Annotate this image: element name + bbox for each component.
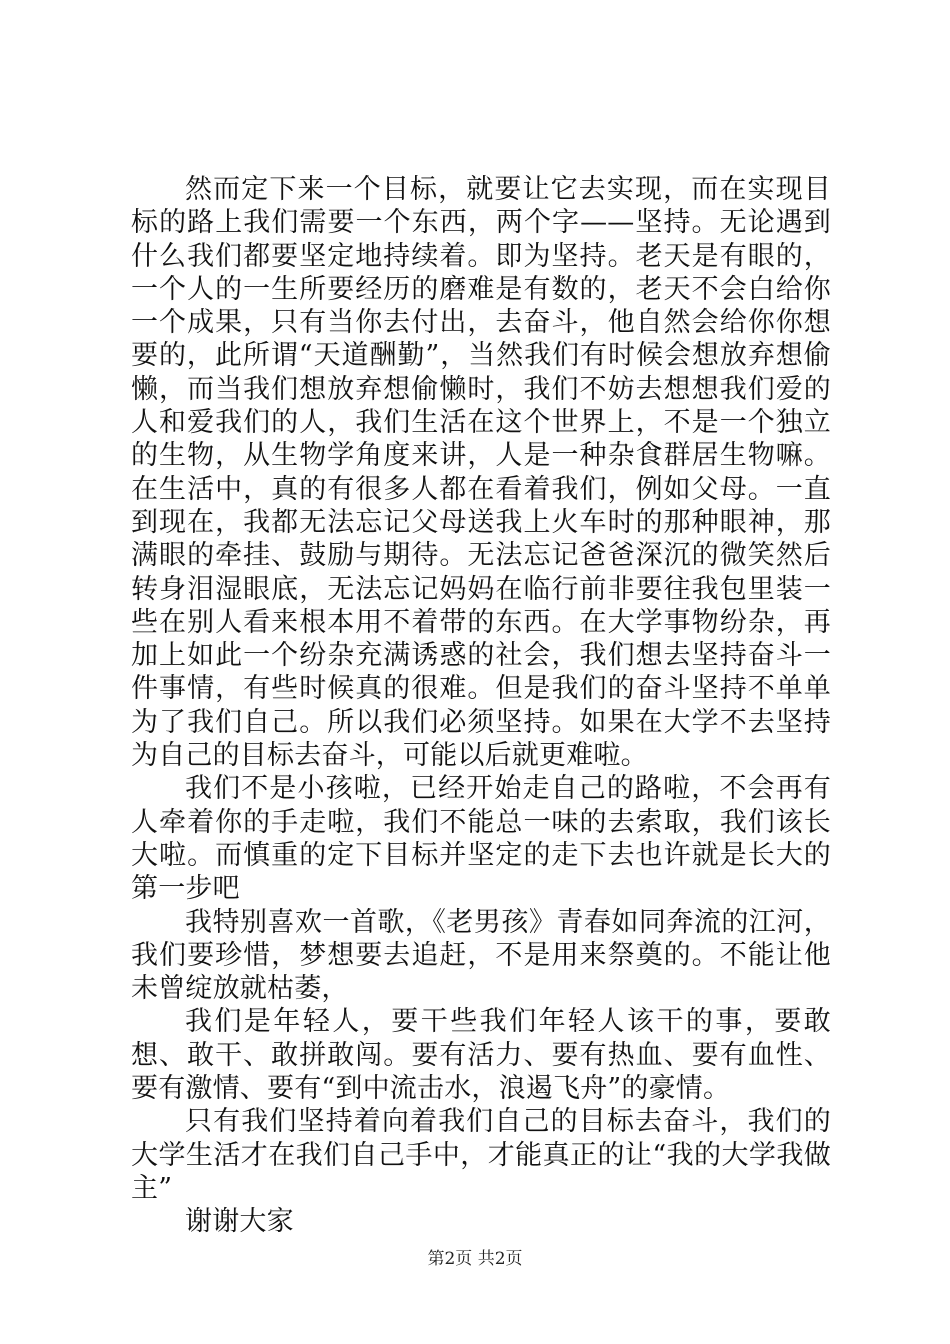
paragraph-1: 然而定下来一个目标，就要让它去实现，而在实现目标的路上我们需要一个东西，两个字——坚持。无论遇到什么我们都要坚定地持续着。即为坚持。老天是有眼的，一个人的一生所要经历的磨难是有数的，老天不会白给你一个成果，只有当你去付出，去奋斗，他自然会给你你想要的，此所谓“天道酬勤”，当然我们有时候会想放弃想偷懒，而当我们想放弃想偷懒时，我们不妨去想想我们爱的人和爱我们的人，我们生活在这个世界上，不是一个独立的生物，从生物学角度来讲，人是一种杂食群居生物嘛。在生活中，真的有很多人都在看着我们，例如父母。一直到现在，我都无法忘记父母送我上火车时的那种眼神，那满眼的牵挂、鼓励与期待。无法忘记爸爸深沉的微笑然后转身泪湿眼底，无法忘记妈妈在临行前非要往我包里装一些在别人看来根本用不着带的东西。在大学事物纷杂，再加上如此一个纷杂充满诱惑的社会，我们想去坚持奋斗一件事情，有些时候真的很难。但是我们的奋斗坚持不单单为了我们自己。所以我们必须坚持。如果在大学不去坚持为自己的目标去奋斗，可能以后就更难啦。 [131,174,831,772]
paragraph-4: 我们是年轻人，要干些我们年轻人该干的事，要敢想、敢干、敢拼敢闯。要有活力、要有热血、要有血性、要有激情、要有“到中流击水，浪遏飞舟”的豪情。 [131,1006,831,1105]
paragraph-6: 谢谢大家 [185,1206,294,1238]
paragraph-2: 我们不是小孩啦，已经开始走自己的路啦，不会再有人牵着你的手走啦，我们不能总一味的去索取，我们该长大啦。而慎重的定下目标并坚定的走下去也许就是长大的第一步吧 [131,773,831,905]
page-footer: 第2页 共2页 [427,1249,523,1269]
body-text [131,173,831,1239]
paragraph-5: 只有我们坚持着向着我们自己的目标去奋斗，我们的大学生活才在我们自己手中，才能真正的让“我的大学我做主” [131,1106,831,1204]
paragraph-3: 我特别喜欢一首歌，《老男孩》青春如同奔流的江河，我们要珍惜，梦想要去追赶，不是用来祭奠的。不能让他未曾绽放就枯萎， [131,906,831,1005]
